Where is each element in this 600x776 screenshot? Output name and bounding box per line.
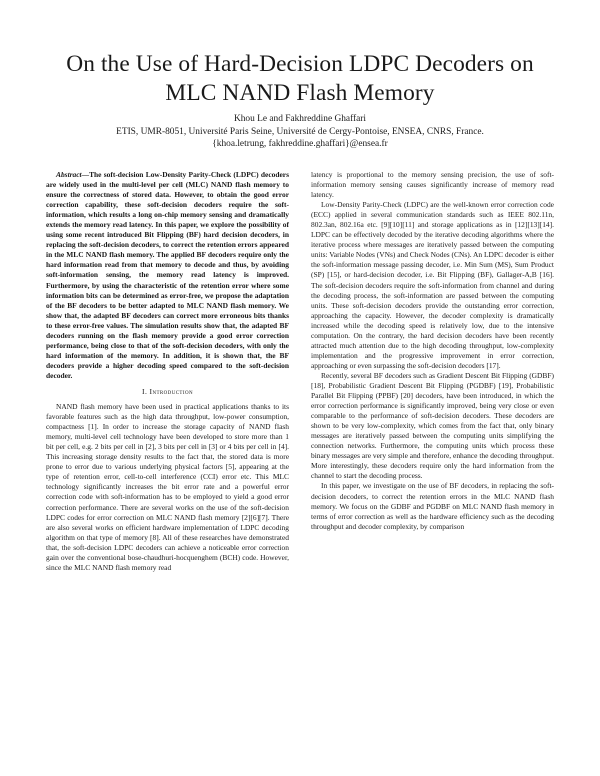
author-names: Khou Le and Fakhreddine Ghaffari <box>233 114 367 124</box>
title-line-1: On the Use of Hard-Decision LDPC Decoders on <box>66 51 534 77</box>
two-column-body <box>46 170 554 770</box>
title-line-2: MLC NAND Flash Memory <box>165 80 435 106</box>
right-column <box>311 170 554 770</box>
author-affiliation: ETIS, UMR-8051, Université Paris Seine, Université de Cergy-Pontoise, ENSEA, CNRS, France. <box>116 126 484 137</box>
abstract-lead: Abstract— <box>56 170 90 179</box>
intro-paragraph-4: In this paper, we investigate on the use of BF decoders, in replacing the soft-decision decoders, to correct the retention errors in the MLC NAND flash memory. We focus on the GDBF and PGDBF on MLC NAND flash memory in terms of error correction as well as the hardware efficiency such as the decoding throughput and decoder complexity, by comparison <box>311 481 554 531</box>
section-heading-introduction: I. Introduction <box>142 386 193 396</box>
intro-paragraph-2: Low-Density Parity-Check (LDPC) are the well-known error correction code (ECC) applied in several communication standards such as IEEE 802.11n, 802.3an, 802.16a etc. [9][10][11] and storage applications as in [12][13][14]. LDPC can be effectively decoded by the iterative decoding algorithms where the iterative process where messages are iteratively passed between the computing units: Variable Nodes (VNs) and Check Nodes (CNs). An LDPC decoder is either the soft-information message passing decoder, i.e. Min Sum (MS), Sum Product (SP) [15], or hard-decision decoder, i.e. Bit Flipping (BF), Gallager-A,B [16]. The soft-decision decoders require the soft-information from channel and during the decoding process, the soft-information are passed between the computing units. These soft-decision decoders provide the outstanding error correction, approaching the capacity. However, the decoder complexity is dramatically increased while the decoding speed is relatively low, due to the intensive computation. On the contrary, the hard decision decoders have been recently attracted much attention due to the high decoding throughput, low-complexity implementation and the progressive improvement in error correction, approaching or even surpassing the soft-decision decoders [17]. <box>311 200 554 370</box>
author-emails: {khoa.letrung, fakhreddine.ghaffari}@ensea.fr <box>212 139 388 149</box>
abstract-body: The soft-decision Low-Density Parity-Check (LDPC) decoders are widely used in the multi-level per cell (MLC) NAND flash memory to ensure the correctness of stored data. However, to obtain the good error correction capability, these soft-decision decoders require the soft-information, which results a long on-chip memory sensing and dramatically extends the memory read latency. In this paper, we explore the possibility of using some recent introduced Bit Flipping (BF) hard decision decoders, in replacing the soft-decision decoders, to correct the retention errors appeared in the MLC NAND flash memory. The applied BF decoders require only the hard information read from that memory to decode and thus, by avoiding soft-information sensing, the memory read latency is improved. Furthermore, by using the characteristic of the retention error where some information bits can be determined as error-free, we propose the adaptation of the BF decoders to be better adapted to MLC NAND flash memory. We show that, the adapted BF decoders can correct more erroneous bits thanks to these error-free values. The simulation results show that, the adapted BF decoders running on the flash memory provide a good error correction performance, being close to that of the soft-decision decoders, with only the hard information of the memory. In addition, it is shown that, the BF decoders provide a higher decoding speed compared to the soft-decision decoder. <box>46 170 289 380</box>
left-column <box>46 170 289 770</box>
paper-title <box>40 50 560 108</box>
author-block <box>40 113 560 151</box>
intro-paragraph-1-continued: latency is proportional to the memory sensing precision, the use of soft-information memory sensing causes significantly increase of memory read latency. <box>311 170 554 200</box>
abstract <box>46 170 289 381</box>
intro-paragraph-1: NAND flash memory have been used in practical applications thanks to its favorable features such as the high data throughput, low-power consumption, compactness [1]. In order to increase the storage capacity of NAND flash memory, multi-level cell technology have been developed to store more than 1 bit per cell, e.g. 2 bits per cell in [2], 3 bits per cell in [3] or 4 bits per cell in [4]. This increasing storage density results to the fact that, the stored data is more prone to error due to various underlying physical factors [5], appearing at the type of retention error, cell-to-cell interference (CCI) error etc. This MLC technology significantly increases the bit error rate and a powerful error correction code with soft-information has to be employed to yield a good error correction performance. There are several works on the use of the soft-decision LDPC codes for error correction on MLC NAND flash memory [2][6][7]. There are also several works on efficient hardware implementation of LDPC decoding algorithm on that type of memory [8]. All of these researches have demonstrated that, the soft-decision LDPC decoders can achieve a noticeable error correction gain over the conventional bose-chaudhuri-hocquenghem (BCH) code. However, since the MLC NAND flash memory read <box>46 402 289 572</box>
intro-paragraph-3: Recently, several BF decoders such as Gradient Descent Bit Flipping (GDBF) [18], Probabilistic Gradient Descent Bit Flipping (PGDBF) [19], Probabilistic Parallel Bit Flipping (PPBF) [20] decoders, have been introduced, in which the error correction performance is significantly improved, being very close or even comparable to the performance of soft-decision decoders. These decoders are shown to be very low-complexity, which comes from the fact that, only binary messages are iteratively passed between the computing units simplifying the connection networks. Furthermore, the computing units which process these binary messages are very simple and therefore, enhance the decoding throughput. More interestingly, these decoders require only the hard information from the channel to start the decoding process. <box>311 370 554 481</box>
